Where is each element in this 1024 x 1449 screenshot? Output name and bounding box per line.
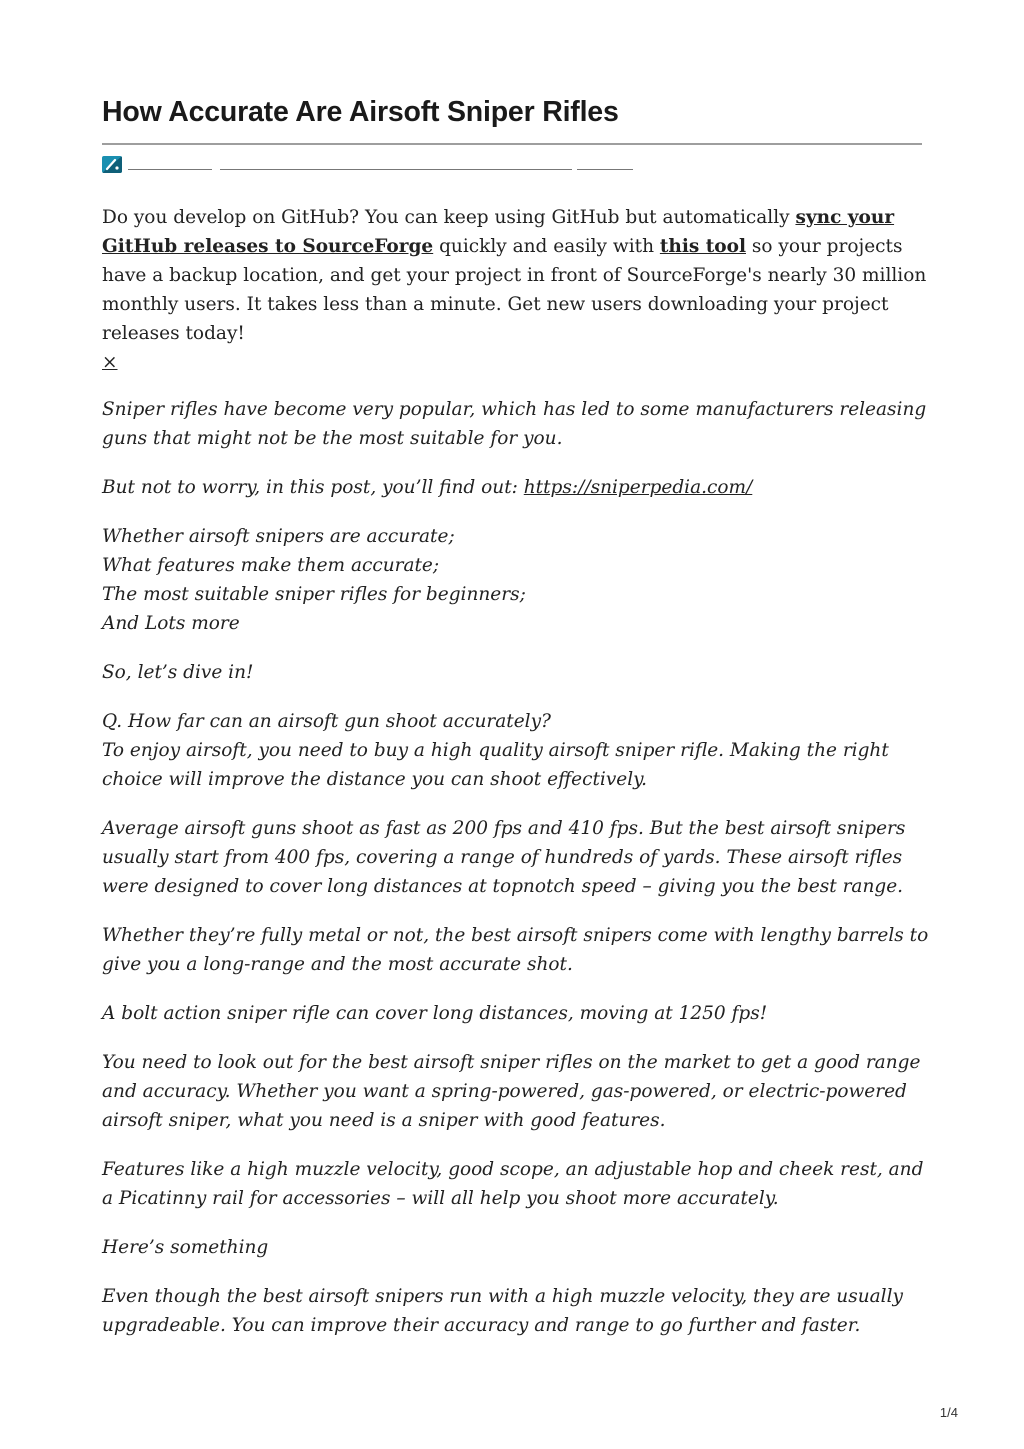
paragraph-features: Features like a high muzzle velocity, good scope, an adjustable hop and cheek rest, and a Picatinny rail for accessories – will all help you shoot more accurately.	[102, 1159, 924, 1209]
promo-text-3: so your projects have a backup location, and get your project in front of SourceForge's nearly 30 million monthly users. It takes less than a minute. Get new users downloading your project releases today!	[102, 236, 927, 344]
topic-list	[102, 522, 932, 638]
promo-banner	[102, 203, 932, 377]
paragraph-fps: Average airsoft guns shoot as fast as 200 fps and 410 fps. But the best airsoft snipers usually start from 400 fps, covering a range of hundreds of yards. These airsoft rifles were designed to cover long distances at topnotch speed – giving you the best range.	[102, 818, 906, 897]
author-placeholder-line	[128, 169, 212, 170]
list-item: Whether airsoft snipers are accurate;	[102, 526, 455, 547]
close-promo-button[interactable]: ×	[102, 352, 118, 373]
paragraph-upgradeable: Even though the best airsoft snipers run with a high muzzle velocity, they are usually upgradeable. You can improve their accuracy and range to go further and faster.	[102, 1286, 903, 1336]
paragraph-intro: Sniper rifles have become very popular, which has led to some manufacturers releasing guns that might not be the most suitable for you.	[102, 399, 927, 449]
article-body	[102, 203, 932, 1340]
paragraph-find-out	[102, 473, 932, 502]
paragraph-barrels: Whether they’re fully metal or not, the best airsoft snipers come with lengthy barrels to give you a long-range and the most accurate shot.	[102, 925, 929, 975]
title-divider	[102, 143, 922, 145]
promo-text-2: quickly and easily with	[433, 236, 660, 257]
paragraph-dive-in: So, let’s dive in!	[102, 662, 254, 683]
question-heading: Q. How far can an airsoft gun shoot accurately?	[102, 711, 551, 732]
page-number: 1/4	[939, 1405, 958, 1420]
list-item: What features make them accurate;	[102, 555, 440, 576]
page-title: How Accurate Are Airsoft Sniper Rifles	[102, 96, 619, 128]
paragraph-look-out: You need to look out for the best airsoft sniper rifles on the market to get a good range and accuracy. Whether you want a spring-powered, gas-powered, or electric-powered airsoft sniper, what you need is a sniper with good features.	[102, 1052, 921, 1131]
sniperpedia-link[interactable]: https://sniperpedia.com/	[523, 477, 753, 498]
list-item: The most suitable sniper rifles for beginners;	[102, 584, 526, 605]
question-answer: To enjoy airsoft, you need to buy a high quality airsoft sniper rifle. Making the right choice will improve the distance you can shoot effectively.	[102, 740, 889, 790]
list-item: And Lots more	[102, 613, 240, 634]
paragraph-bolt-action: A bolt action sniper rifle can cover long distances, moving at 1250 fps!	[102, 1003, 768, 1024]
paragraph-heres-something: Here’s something	[102, 1237, 269, 1258]
this-tool-link[interactable]: this tool	[659, 236, 747, 257]
question-section	[102, 707, 932, 794]
source-placeholder-line	[220, 169, 572, 170]
sync-releases-link[interactable]: sync your GitHub releases to SourceForge	[102, 207, 895, 257]
date-placeholder-line	[577, 169, 633, 170]
site-logo-icon	[102, 156, 122, 173]
promo-text-1: Do you develop on GitHub? You can keep using GitHub but automatically	[102, 207, 796, 228]
find-out-text: But not to worry, in this post, you’ll find out:	[102, 477, 524, 498]
